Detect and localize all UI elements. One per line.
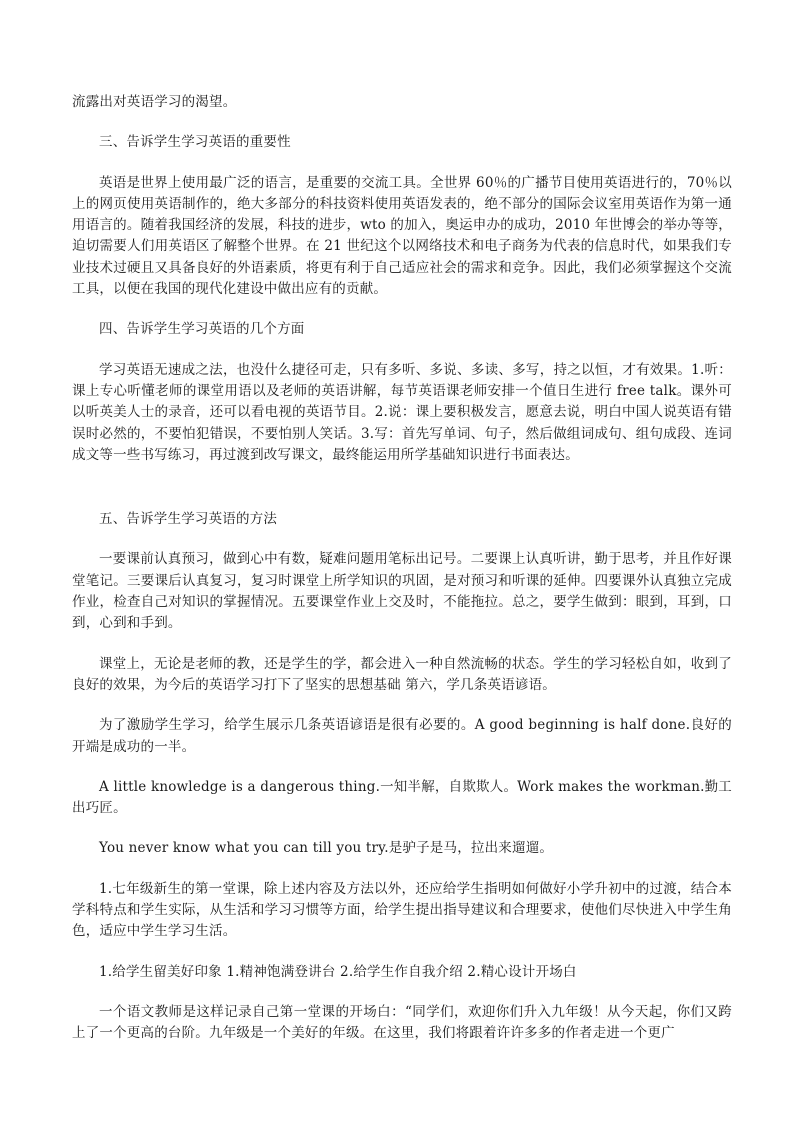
- paragraph-aspects: 学习英语无速成之法，也没什么捷径可走，只有多听、多说、多读、多写，持之以恒，才有效果。1.听：课上专心听懂老师的课堂用语以及老师的英语讲解，每节英语课老师安排一个值日生进行 free talk。课外可以听英美人士的录音，还可以看电视的英语节目。2.说：课上要积极发言，愿意去说，明白中国人说英语有错误时必然的，不要怕犯错误，不要怕别人笑话。3.写：首先写单词、句子，然后做组词成句、组句成段、连词成文等一些书写练习，再过渡到改写课文，最终能运用所学基础知识进行书面表达。: [72, 361, 732, 463]
- paragraph-proverb-try: You never know what you can till you try.是驴子是马，拉出来遛遛。: [99, 840, 554, 857]
- section-heading-3: 三、告诉学生学习英语的重要性: [99, 134, 291, 151]
- paragraph-opening-remarks: 一个语文教师是这样记录自己第一堂课的开场白：“同学们，欢迎你们升入九年级！从今天起，你们又跨上了一个更高的台阶。九年级是一个美好的年级。在这里，我们将跟着许许多多的作者走进一个更广: [72, 1003, 732, 1042]
- paragraph-proverb-knowledge: A little knowledge is a dangerous thing.一知半解，自欺欺人。Work makes the workman.勤工出巧匠。: [72, 778, 732, 817]
- section-heading-5: 五、告诉学生学习英语的方法: [99, 511, 278, 528]
- paragraph-proverbs-intro: 为了激励学生学习，给学生展示几条英语谚语是很有必要的。A good beginning is half done.良好的开端是成功的一半。: [72, 717, 732, 755]
- document-page: [72, 92, 732, 1045]
- section-heading-4: 四、告诉学生学习英语的几个方面: [99, 321, 305, 338]
- paragraph-importance: 英语是世界上使用最广泛的语言，是重要的交流工具。全世界 60％的广播节目使用英语进行的，70％以上的网页使用英语制作的，绝大多部分的科技资料使用英语发表的，绝不部分的国际会议室用英语作为第一通用语言的。随着我国经济的发展，科技的进步，wto 的加入，奥运申办的成功，2010 年世博会的举办等等，迫切需要人们用英语区了解整个世界。在 21 世纪这个以网络技术和电子商务为代表的信息时代，如果我们专业技术过硬且又具备良好的外语素质，将更有利于自己适应社会的需求和竞争。因此，我们必须掌握这个交流工具，以便在我国的现代化建设中做出应有的贡献。: [72, 174, 732, 298]
- paragraph-methods: 一要课前认真预习，做到心中有数，疑难问题用笔标出记号。二要课上认真听讲，勤于思考，并且作好课堂笔记。三要课后认真复习，复习时课堂上所学知识的巩固，是对预习和听课的延伸。四要课外认真独立完成作业，检查自己对知识的掌握情况。五要课堂作业上交及时，不能拖拉。总之，要学生做到：眼到，耳到，口到，心到和手到。: [72, 551, 732, 632]
- paragraph-impression-list: 1.给学生留美好印象 1.精神饱满登讲台 2.给学生作自我介绍 2.精心设计开场白: [99, 963, 577, 980]
- paragraph-classroom: 课堂上，无论是老师的教，还是学生的学，都会进入一种自然流畅的状态。学生的学习轻松自如，收到了良好的效果，为今后的英语学习打下了坚实的思想基础 第六，学几条英语谚语。: [72, 655, 732, 693]
- paragraph-first-lesson: 1.七年级新生的第一堂课，除上述内容及方法以外，还应给学生指明如何做好小学升初中的过渡，结合本学科特点和学生实际，从生活和学习习惯等方面，给学生提出指导建议和合理要求，使他们尽快进入中学生角色，适应中学生学习生活。: [72, 880, 732, 940]
- paragraph-continued: 流露出对英语学习的渴望。: [72, 94, 237, 110]
